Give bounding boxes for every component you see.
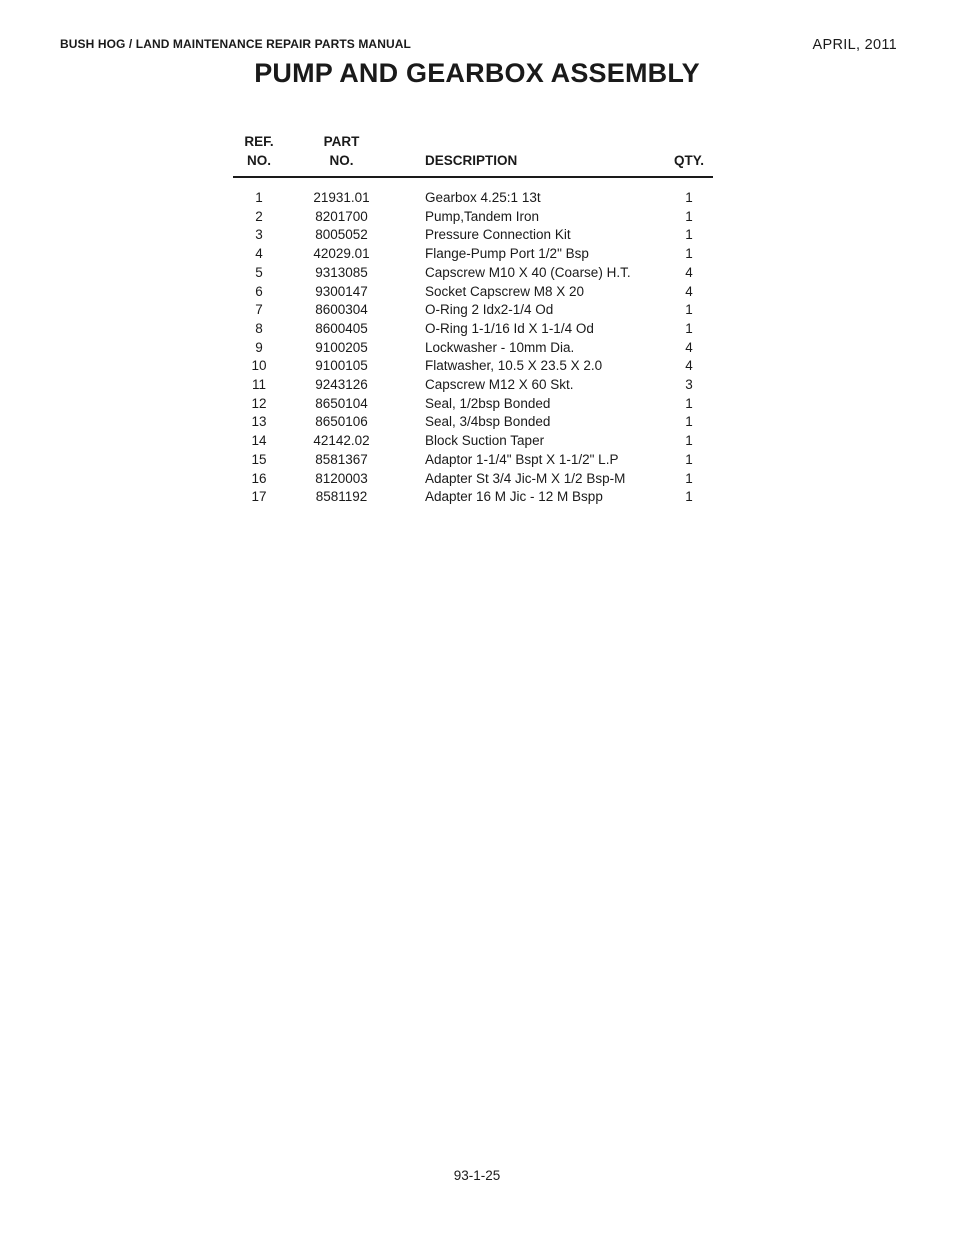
cell-ref-no: 13 (251, 414, 267, 430)
table-row (233, 395, 713, 414)
cell-description: Seal, 3/4bsp Bonded (425, 414, 551, 430)
cell-part-no: 9243126 (315, 377, 368, 393)
cell-part-no: 8120003 (315, 470, 368, 486)
cell-ref-no: 4 (255, 246, 263, 262)
cell-ref-no: 8 (255, 320, 263, 336)
cell-ref-no: 16 (251, 470, 267, 486)
cell-ref-no: 10 (251, 358, 267, 374)
table-row (233, 208, 713, 227)
cell-part-no: 9100205 (315, 339, 368, 355)
cell-ref-no: 12 (251, 395, 267, 411)
parts-table (233, 132, 713, 507)
table-row (233, 488, 713, 507)
table-row (233, 320, 713, 339)
cell-description: O-Ring 2 Idx2-1/4 Od (425, 302, 554, 318)
cell-qty: 1 (685, 208, 693, 224)
table-row (233, 177, 713, 208)
cell-part-no: 8650106 (315, 414, 368, 430)
header-ref-no (233, 132, 285, 177)
cell-description: Adaptor 1-1/4" Bspt X 1-1/2" L.P (425, 451, 619, 467)
table-row (233, 357, 713, 376)
cell-part-no: 9300147 (315, 283, 368, 299)
table-row (233, 226, 713, 245)
cell-ref-no: 1 (255, 190, 263, 205)
publication-date: APRIL, 2011 (812, 37, 897, 53)
header-description: DESCRIPTION (398, 132, 665, 177)
cell-part-no: 8581192 (315, 489, 368, 505)
cell-qty: 1 (685, 489, 693, 505)
cell-ref-no: 2 (255, 208, 263, 224)
cell-ref-no: 9 (255, 339, 263, 355)
cell-qty: 1 (685, 190, 693, 205)
page-number: 93-1-25 (453, 1168, 501, 1183)
cell-ref-no: 5 (255, 264, 263, 280)
cell-qty: 1 (685, 433, 693, 449)
cell-ref-no: 11 (251, 377, 266, 393)
table-row (233, 264, 713, 283)
cell-part-no: 9313085 (315, 264, 368, 280)
cell-description: Block Suction Taper (425, 433, 545, 449)
table-row (233, 245, 713, 264)
page-title: PUMP AND GEARBOX ASSEMBLY (254, 58, 700, 88)
cell-qty: 1 (685, 414, 693, 430)
manual-title: BUSH HOG / LAND MAINTENANCE REPAIR PARTS MANUAL (60, 37, 411, 51)
cell-part-no: 9100105 (315, 358, 368, 374)
parts-table-body (233, 177, 713, 507)
cell-qty: 4 (685, 339, 693, 355)
cell-description: Socket Capscrew M8 X 20 (425, 283, 585, 299)
cell-qty: 1 (685, 451, 693, 467)
table-row (233, 432, 713, 451)
cell-qty: 1 (685, 227, 693, 243)
cell-qty: 3 (685, 377, 693, 393)
cell-qty: 1 (685, 246, 693, 262)
cell-part-no: 8600304 (315, 302, 368, 318)
cell-description: Flange-Pump Port 1/2" Bsp (425, 246, 589, 262)
table-header-row (233, 132, 713, 177)
cell-part-no: 8650104 (315, 395, 368, 411)
cell-description: Pump,Tandem Iron (425, 208, 540, 224)
cell-description: Adapter 16 M Jic - 12 M Bspp (425, 489, 603, 505)
cell-ref-no: 17 (251, 489, 267, 505)
parts-table-header (233, 132, 713, 177)
table-row (233, 376, 713, 395)
cell-description: Flatwasher, 10.5 X 23.5 X 2.0 (425, 358, 603, 374)
cell-qty: 1 (685, 320, 693, 336)
cell-ref-no: 3 (255, 227, 263, 243)
cell-part-no: 42142.02 (313, 433, 370, 449)
cell-description: O-Ring 1-1/16 Id X 1-1/4 Od (425, 320, 594, 336)
cell-qty: 1 (685, 470, 693, 486)
cell-description: Gearbox 4.25:1 13t (425, 190, 541, 205)
cell-description: Pressure Connection Kit (425, 227, 571, 243)
cell-part-no: 8005052 (315, 227, 368, 243)
cell-description: Seal, 1/2bsp Bonded (425, 395, 551, 411)
table-row (233, 283, 713, 302)
cell-description: Capscrew M12 X 60 Skt. (425, 377, 574, 393)
cell-description: Adapter St 3/4 Jic-M X 1/2 Bsp-M (425, 470, 626, 486)
cell-ref-no: 15 (251, 451, 267, 467)
cell-part-no: 21931.01 (313, 190, 370, 205)
table-row (233, 470, 713, 489)
cell-part-no: 8201700 (315, 208, 368, 224)
cell-description: Capscrew M10 X 40 (Coarse) H.T. (425, 264, 631, 280)
cell-ref-no: 7 (255, 302, 263, 318)
table-row (233, 301, 713, 320)
cell-part-no: 8581367 (315, 451, 368, 467)
cell-part-no: 8600405 (315, 320, 368, 336)
header-qty: QTY. (665, 132, 713, 177)
cell-ref-no: 14 (251, 433, 267, 449)
cell-qty: 1 (685, 302, 693, 318)
cell-description: Lockwasher - 10mm Dia. (425, 339, 575, 355)
cell-ref-no: 6 (255, 283, 263, 299)
table-row (233, 413, 713, 432)
header-ref-line2: NO. (246, 153, 271, 168)
header-part-line1: PART (323, 134, 360, 149)
header-ref-line1: REF. (244, 134, 274, 149)
cell-qty: 4 (685, 283, 693, 299)
table-row (233, 451, 713, 470)
header-part-no (285, 132, 398, 177)
cell-qty: 1 (685, 395, 693, 411)
table-row (233, 339, 713, 358)
header-part-line2: NO. (329, 153, 354, 168)
cell-part-no: 42029.01 (313, 246, 370, 262)
cell-qty: 4 (685, 358, 693, 374)
cell-qty: 4 (685, 264, 693, 280)
